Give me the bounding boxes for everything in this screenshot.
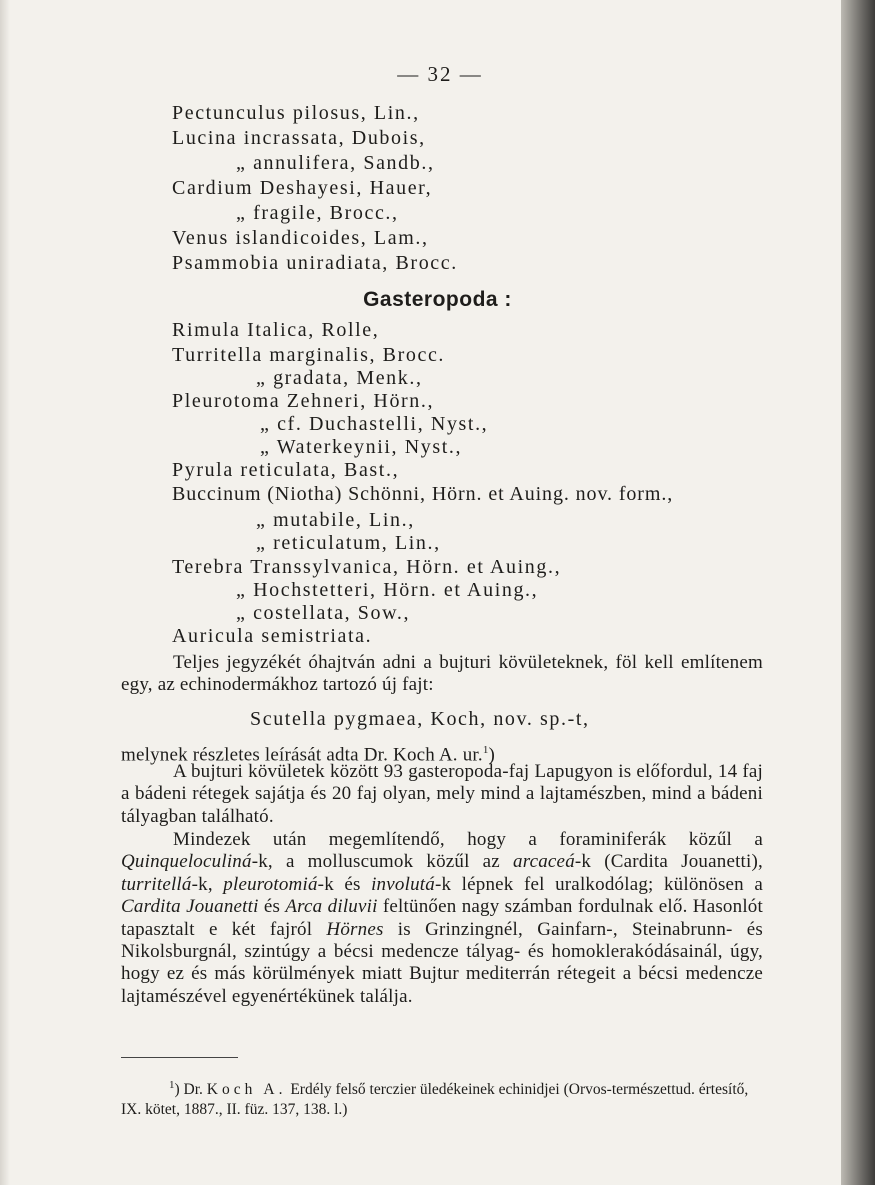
species-line: Buccinum (Niotha) Schönni, Hörn. et Auing. nov. form., <box>172 483 674 505</box>
footnote-divider <box>121 1057 238 1058</box>
species-line: Pectunculus pilosus, Lin., <box>172 102 420 124</box>
taxon-name: Quinqueloculiná <box>121 851 252 873</box>
taxon-name: pleurotomiá <box>223 873 318 895</box>
taxon-name: arcaceá <box>513 851 575 873</box>
paragraph-statistics: A bujturi kövületek között 93 gasteropoda-faj Lapugyon is előfordul, 14 faj a bádeni rétegek sajátja és 20 faj olyan, mely mind a lajtamészben, mind a bádeni tályagban található. <box>121 761 763 827</box>
footnote: $^1$) Dr. Koch A. Erdély felső terczier üledékeinek echinidjei (Orvos-természettud. értesítő, IX. kötet, 1887., II. füz. 137, 138. l.) <box>121 1079 749 1119</box>
species-line: Psammobia uniradiata, Brocc. <box>172 252 458 274</box>
species-line-echinoderm: Scutella pygmaea, Koch, nov. sp.-t, <box>250 708 590 730</box>
species-line: Turritella marginalis, Brocc. <box>172 344 446 366</box>
species-line: „ mutabile, Lin., <box>256 509 415 531</box>
species-line: Pyrula reticulata, Bast., <box>172 459 400 481</box>
species-line: Terebra Transsylvanica, Hörn. et Auing., <box>172 556 562 578</box>
page-right-edge-shadow <box>841 0 875 1185</box>
taxon-name: involutá <box>371 873 435 895</box>
paragraph-reference: melynek részletes leírását adta Dr. Koch A. ur.$^1$) <box>121 744 496 766</box>
species-line: „ gradata, Menk., <box>256 367 423 389</box>
species-line: „ Hochstetteri, Hörn. et Auing., <box>236 579 539 601</box>
paragraph-conclusion: Mindezek után megemlítendő, hogy a foraminiferák közűl a Quinqueloculiná-k, a molluscumok közűl az arcaceá-k (Cardita Jouanetti), turritellá-k, pleurotomiá-k és involutá-k lépnek fel uralkodólag; különösen a Cardita Jouanetti és Arca diluvii feltünően nagy számban fordulnak elő. Hasonlót tapasztalt e két fajról Hörnes is Grinzingnél, Gainfarn-, Steinabrunn- és Nikolsburgnál, szintúgy a bécsi medencze tályag- és homoklerakódásainál, úgy, hogy ez és más körülmények miatt Bujtur mediterrán rétegeit a bécsi medencze lajtamészével egyenértékünek találja. <box>121 829 763 1007</box>
author-name: Hörnes <box>326 918 384 940</box>
footnote-citation: Erdély felső terczier üledékeinek echinidjei (Orvos-természettud. értesítő, IX. kötet, 1887., II. füz. 137, 138. l.) <box>121 1081 749 1119</box>
page-number: — 32 — <box>397 62 483 86</box>
taxon-name: turritellá <box>121 873 192 895</box>
species-line: „ Waterkeynii, Nyst., <box>260 436 463 458</box>
footnote-marker: 1 <box>482 744 489 756</box>
species-line: „ fragile, Brocc., <box>236 202 399 224</box>
species-line: „ reticulatum, Lin., <box>256 532 441 554</box>
species-line: „ costellata, Sow., <box>236 602 411 624</box>
footnote-author: Koch A. <box>206 1081 287 1099</box>
taxon-name: Cardita Jouanetti <box>121 896 259 918</box>
species-line: „ annulifera, Sandb., <box>236 152 435 174</box>
species-line: Cardium Deshayesi, Hauer, <box>172 177 433 199</box>
species-line: Lucina incrassata, Dubois, <box>172 127 426 149</box>
section-heading-gasteropoda: Gasteropoda : <box>363 288 512 311</box>
taxon-name: Arca diluvii <box>285 896 378 918</box>
species-line: Pleurotoma Zehneri, Hörn., <box>172 390 435 412</box>
species-line: Rimula Italica, Rolle, <box>172 319 380 341</box>
page-left-edge <box>0 0 10 1185</box>
paragraph-intro: Teljes jegyzékét óhajtván adni a bujturi kövületeknek, föl kell említenem egy, az echinodermákhoz tartozó új fajt: <box>121 652 763 696</box>
reference-text: melynek részletes leírását adta Dr. Koch A. ur. <box>121 744 483 766</box>
species-line: „ cf. Duchastelli, Nyst., <box>260 413 489 435</box>
footnote-number: 1 <box>169 1079 175 1091</box>
species-line: Venus islandicoides, Lam., <box>172 227 429 249</box>
species-line: Auricula semistriata. <box>172 625 373 647</box>
